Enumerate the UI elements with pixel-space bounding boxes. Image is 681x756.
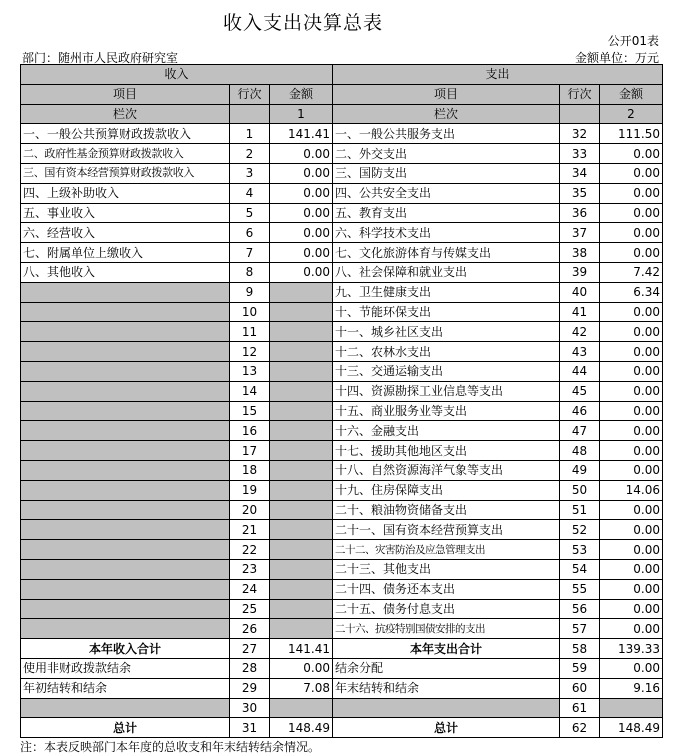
expense-item-header: 项目 bbox=[333, 84, 560, 104]
expense-item-cell: 十二、农林水支出 bbox=[333, 342, 560, 362]
expense-amount-cell: 0.00 bbox=[600, 322, 663, 342]
expense-item-cell: 一、一般公共服务支出 bbox=[333, 124, 560, 144]
expense-row-no-cell: 38 bbox=[560, 243, 600, 263]
expense-amount-cell: 0.00 bbox=[600, 223, 663, 243]
expense-item-cell: 二十三、其他支出 bbox=[333, 559, 560, 579]
expense-amount-cell: 0.00 bbox=[600, 421, 663, 441]
income-item-cell bbox=[21, 500, 230, 520]
income-amount-cell bbox=[270, 421, 333, 441]
table-row bbox=[21, 243, 663, 263]
income-column-index-blank bbox=[230, 104, 270, 124]
amount-unit-label: 金额单位：万元 bbox=[574, 51, 659, 65]
income-row-no-cell: 1 bbox=[230, 124, 270, 144]
expense-section-header: 支出 bbox=[333, 65, 663, 85]
expense-row-no-cell: 46 bbox=[560, 401, 600, 421]
income-amount-cell bbox=[270, 579, 333, 599]
income-row-no-cell: 12 bbox=[230, 342, 270, 362]
income-item-cell bbox=[21, 559, 230, 579]
table-row bbox=[21, 262, 663, 282]
expense-amount-cell: 148.49 bbox=[600, 718, 663, 738]
expense-item-cell: 二、外交支出 bbox=[333, 144, 560, 164]
income-amount-cell: 0.00 bbox=[270, 243, 333, 263]
income-amount-cell bbox=[270, 559, 333, 579]
column-header-row bbox=[21, 84, 663, 104]
expense-amount-cell: 0.00 bbox=[600, 520, 663, 540]
expense-amount-cell: 6.34 bbox=[600, 282, 663, 302]
table-row bbox=[21, 678, 663, 698]
expense-row-no-cell: 40 bbox=[560, 282, 600, 302]
expense-row-no-cell: 57 bbox=[560, 619, 600, 639]
expense-amount-cell: 0.00 bbox=[600, 361, 663, 381]
income-row-no-cell: 18 bbox=[230, 460, 270, 480]
table-row bbox=[21, 401, 663, 421]
income-amount-cell: 0.00 bbox=[270, 144, 333, 164]
expense-row-no-cell: 39 bbox=[560, 262, 600, 282]
income-row-no-cell: 10 bbox=[230, 302, 270, 322]
expense-item-cell: 五、教育支出 bbox=[333, 203, 560, 223]
income-item-cell: 六、经营收入 bbox=[21, 223, 230, 243]
expense-amount-cell: 139.33 bbox=[600, 639, 663, 659]
income-amount-cell: 141.41 bbox=[270, 639, 333, 659]
expense-amount-cell: 7.42 bbox=[600, 262, 663, 282]
income-item-cell: 五、事业收入 bbox=[21, 203, 230, 223]
table-row bbox=[21, 619, 663, 639]
table-row bbox=[21, 144, 663, 164]
income-amount-cell: 0.00 bbox=[270, 262, 333, 282]
section-header-row bbox=[21, 65, 663, 85]
table-row bbox=[21, 579, 663, 599]
income-item-cell: 本年收入合计 bbox=[21, 639, 230, 659]
income-item-cell bbox=[21, 579, 230, 599]
table-row bbox=[21, 698, 663, 718]
expense-row-no-cell: 32 bbox=[560, 124, 600, 144]
expense-row-no-cell: 43 bbox=[560, 342, 600, 362]
expense-row-no-cell: 55 bbox=[560, 579, 600, 599]
table-row bbox=[21, 540, 663, 560]
income-row-no-cell: 22 bbox=[230, 540, 270, 560]
expense-row-no-cell: 61 bbox=[560, 698, 600, 718]
income-column-index-label: 栏次 bbox=[21, 104, 230, 124]
expense-amount-cell: 0.00 bbox=[600, 203, 663, 223]
expense-item-cell: 十六、金融支出 bbox=[333, 421, 560, 441]
table-row bbox=[21, 282, 663, 302]
expense-item-cell: 十、节能环保支出 bbox=[333, 302, 560, 322]
expense-item-cell: 本年支出合计 bbox=[333, 639, 560, 659]
expense-item-cell: 十九、住房保障支出 bbox=[333, 480, 560, 500]
expense-amount-cell: 0.00 bbox=[600, 579, 663, 599]
income-row-no-cell: 13 bbox=[230, 361, 270, 381]
income-amount-cell: 0.00 bbox=[270, 163, 333, 183]
income-row-no-cell: 29 bbox=[230, 678, 270, 698]
expense-amount-cell: 0.00 bbox=[600, 302, 663, 322]
expense-item-cell: 八、社会保障和就业支出 bbox=[333, 262, 560, 282]
expense-column-index: 2 bbox=[600, 104, 663, 124]
income-item-cell: 总计 bbox=[21, 718, 230, 738]
expense-item-cell: 总计 bbox=[333, 718, 560, 738]
income-amount-cell bbox=[270, 302, 333, 322]
form-number: 公开01表 bbox=[607, 34, 659, 48]
expense-row-no-cell: 37 bbox=[560, 223, 600, 243]
expense-row-no-cell: 36 bbox=[560, 203, 600, 223]
income-item-cell bbox=[21, 619, 230, 639]
expense-row-no-cell: 34 bbox=[560, 163, 600, 183]
expense-row-no-cell: 60 bbox=[560, 678, 600, 698]
expense-row-no-cell: 50 bbox=[560, 480, 600, 500]
income-item-cell: 使用非财政拨款结余 bbox=[21, 658, 230, 678]
expense-item-cell: 四、公共安全支出 bbox=[333, 183, 560, 203]
income-row-no-cell: 31 bbox=[230, 718, 270, 738]
table-row bbox=[21, 322, 663, 342]
income-amount-cell: 0.00 bbox=[270, 223, 333, 243]
table-row bbox=[21, 441, 663, 461]
expense-item-cell: 二十五、债务付息支出 bbox=[333, 599, 560, 619]
income-row-no-cell: 9 bbox=[230, 282, 270, 302]
income-row-no-cell: 5 bbox=[230, 203, 270, 223]
expense-item-cell: 二十六、抗疫特别国债安排的支出 bbox=[333, 619, 560, 639]
table-row bbox=[21, 559, 663, 579]
income-amount-cell bbox=[270, 401, 333, 421]
expense-amount-cell: 0.00 bbox=[600, 460, 663, 480]
expense-amount-cell: 0.00 bbox=[600, 559, 663, 579]
income-item-cell bbox=[21, 322, 230, 342]
income-amount-cell bbox=[270, 480, 333, 500]
expense-amount-cell: 9.16 bbox=[600, 678, 663, 698]
expense-column-index-label: 栏次 bbox=[333, 104, 560, 124]
expense-amount-cell: 0.00 bbox=[600, 619, 663, 639]
income-item-cell: 四、上级补助收入 bbox=[21, 183, 230, 203]
income-amount-cell: 148.49 bbox=[270, 718, 333, 738]
expense-item-cell bbox=[333, 698, 560, 718]
expense-item-cell: 十四、资源勘探工业信息等支出 bbox=[333, 381, 560, 401]
expense-amount-cell: 0.00 bbox=[600, 381, 663, 401]
expense-item-cell: 十八、自然资源海洋气象等支出 bbox=[333, 460, 560, 480]
expense-amount-cell: 14.06 bbox=[600, 480, 663, 500]
income-row-no-cell: 7 bbox=[230, 243, 270, 263]
income-amount-cell bbox=[270, 322, 333, 342]
expense-item-cell: 结余分配 bbox=[333, 658, 560, 678]
expense-row-no-cell: 35 bbox=[560, 183, 600, 203]
income-row-no-cell: 27 bbox=[230, 639, 270, 659]
expense-amount-cell: 0.00 bbox=[600, 540, 663, 560]
income-item-cell bbox=[21, 540, 230, 560]
income-row-no-cell: 17 bbox=[230, 441, 270, 461]
expense-item-cell: 二十二、灾害防治及应急管理支出 bbox=[333, 540, 560, 560]
expense-row-no-cell: 41 bbox=[560, 302, 600, 322]
income-row-no-cell: 26 bbox=[230, 619, 270, 639]
income-row-no-cell: 3 bbox=[230, 163, 270, 183]
income-row-no-cell: 28 bbox=[230, 658, 270, 678]
income-amount-cell bbox=[270, 619, 333, 639]
expense-item-cell: 年末结转和结余 bbox=[333, 678, 560, 698]
expense-item-cell: 九、卫生健康支出 bbox=[333, 282, 560, 302]
expense-item-cell: 七、文化旅游体育与传媒支出 bbox=[333, 243, 560, 263]
expense-row-no-cell: 62 bbox=[560, 718, 600, 738]
income-row-no-cell: 21 bbox=[230, 520, 270, 540]
table-row bbox=[21, 421, 663, 441]
income-item-cell bbox=[21, 698, 230, 718]
income-item-cell bbox=[21, 342, 230, 362]
expense-item-cell: 十一、城乡社区支出 bbox=[333, 322, 560, 342]
expense-row-no-cell: 44 bbox=[560, 361, 600, 381]
expense-row-no-cell: 47 bbox=[560, 421, 600, 441]
income-item-cell bbox=[21, 480, 230, 500]
income-item-cell bbox=[21, 381, 230, 401]
table-row bbox=[21, 183, 663, 203]
expense-row-no-header: 行次 bbox=[560, 84, 600, 104]
income-row-no-cell: 20 bbox=[230, 500, 270, 520]
income-amount-cell: 7.08 bbox=[270, 678, 333, 698]
income-item-cell bbox=[21, 302, 230, 322]
income-amount-cell bbox=[270, 500, 333, 520]
table-row bbox=[21, 658, 663, 678]
expense-amount-cell: 0.00 bbox=[600, 500, 663, 520]
footnote: 注：本表反映部门本年度的总收支和年末结转结余情况。 bbox=[20, 740, 321, 754]
income-item-cell: 年初结转和结余 bbox=[21, 678, 230, 698]
income-row-no-cell: 23 bbox=[230, 559, 270, 579]
income-item-cell bbox=[21, 361, 230, 381]
expense-amount-cell: 0.00 bbox=[600, 441, 663, 461]
expense-amount-cell: 0.00 bbox=[600, 658, 663, 678]
income-item-cell: 一、一般公共预算财政拨款收入 bbox=[21, 124, 230, 144]
income-amount-cell bbox=[270, 599, 333, 619]
income-row-no-header: 行次 bbox=[230, 84, 270, 104]
income-item-cell bbox=[21, 460, 230, 480]
column-index-row bbox=[21, 104, 663, 124]
income-row-no-cell: 4 bbox=[230, 183, 270, 203]
income-item-cell bbox=[21, 282, 230, 302]
income-amount-cell bbox=[270, 282, 333, 302]
income-amount-cell bbox=[270, 342, 333, 362]
table-row bbox=[21, 718, 663, 738]
expense-row-no-cell: 56 bbox=[560, 599, 600, 619]
page-title: 收入支出决算总表 bbox=[222, 12, 383, 34]
expense-item-cell: 十三、交通运输支出 bbox=[333, 361, 560, 381]
table-row bbox=[21, 361, 663, 381]
table-row bbox=[21, 302, 663, 322]
expense-item-cell: 十七、援助其他地区支出 bbox=[333, 441, 560, 461]
table-row bbox=[21, 342, 663, 362]
expense-amount-cell: 0.00 bbox=[600, 342, 663, 362]
income-column-index: 1 bbox=[270, 104, 333, 124]
table-row bbox=[21, 500, 663, 520]
income-amount-cell: 141.41 bbox=[270, 124, 333, 144]
income-item-cell bbox=[21, 401, 230, 421]
expense-item-cell: 二十四、债务还本支出 bbox=[333, 579, 560, 599]
income-amount-cell bbox=[270, 698, 333, 718]
expense-row-no-cell: 58 bbox=[560, 639, 600, 659]
table-row bbox=[21, 381, 663, 401]
table-row bbox=[21, 223, 663, 243]
income-item-cell: 二、政府性基金预算财政拨款收入 bbox=[21, 144, 230, 164]
income-item-header: 项目 bbox=[21, 84, 230, 104]
expense-row-no-cell: 54 bbox=[560, 559, 600, 579]
table-row bbox=[21, 480, 663, 500]
income-item-cell bbox=[21, 520, 230, 540]
expense-item-cell: 二十、粮油物资储备支出 bbox=[333, 500, 560, 520]
department-label: 部门：随州市人民政府研究室 bbox=[22, 51, 179, 65]
income-row-no-cell: 30 bbox=[230, 698, 270, 718]
income-amount-cell bbox=[270, 441, 333, 461]
income-row-no-cell: 11 bbox=[230, 322, 270, 342]
income-item-cell: 八、其他收入 bbox=[21, 262, 230, 282]
income-row-no-cell: 15 bbox=[230, 401, 270, 421]
expense-amount-cell: 0.00 bbox=[600, 183, 663, 203]
expense-row-no-cell: 49 bbox=[560, 460, 600, 480]
table-row bbox=[21, 460, 663, 480]
income-amount-header: 金额 bbox=[270, 84, 333, 104]
income-amount-cell bbox=[270, 520, 333, 540]
income-row-no-cell: 24 bbox=[230, 579, 270, 599]
income-amount-cell bbox=[270, 460, 333, 480]
expense-column-index-blank bbox=[560, 104, 600, 124]
income-section-header: 收入 bbox=[21, 65, 333, 85]
table-row bbox=[21, 124, 663, 144]
expense-row-no-cell: 48 bbox=[560, 441, 600, 461]
income-item-cell: 七、附属单位上缴收入 bbox=[21, 243, 230, 263]
expense-item-cell: 二十一、国有资本经营预算支出 bbox=[333, 520, 560, 540]
income-row-no-cell: 25 bbox=[230, 599, 270, 619]
income-item-cell bbox=[21, 441, 230, 461]
expense-item-cell: 十五、商业服务业等支出 bbox=[333, 401, 560, 421]
income-row-no-cell: 6 bbox=[230, 223, 270, 243]
expense-amount-header: 金额 bbox=[600, 84, 663, 104]
expense-item-cell: 三、国防支出 bbox=[333, 163, 560, 183]
expense-row-no-cell: 33 bbox=[560, 144, 600, 164]
table-row bbox=[21, 599, 663, 619]
expense-amount-cell: 0.00 bbox=[600, 163, 663, 183]
expense-row-no-cell: 42 bbox=[560, 322, 600, 342]
income-row-no-cell: 14 bbox=[230, 381, 270, 401]
income-item-cell: 三、国有资本经营预算财政拨款收入 bbox=[21, 163, 230, 183]
expense-row-no-cell: 53 bbox=[560, 540, 600, 560]
expense-row-no-cell: 45 bbox=[560, 381, 600, 401]
income-expense-table bbox=[20, 64, 663, 738]
expense-amount-cell: 0.00 bbox=[600, 401, 663, 421]
income-item-cell bbox=[21, 599, 230, 619]
expense-row-no-cell: 52 bbox=[560, 520, 600, 540]
income-row-no-cell: 2 bbox=[230, 144, 270, 164]
expense-amount-cell: 0.00 bbox=[600, 599, 663, 619]
table-row bbox=[21, 520, 663, 540]
income-amount-cell: 0.00 bbox=[270, 203, 333, 223]
expense-item-cell: 六、科学技术支出 bbox=[333, 223, 560, 243]
income-row-no-cell: 8 bbox=[230, 262, 270, 282]
income-item-cell bbox=[21, 421, 230, 441]
income-amount-cell bbox=[270, 540, 333, 560]
income-row-no-cell: 16 bbox=[230, 421, 270, 441]
expense-amount-cell: 0.00 bbox=[600, 243, 663, 263]
expense-row-no-cell: 51 bbox=[560, 500, 600, 520]
table-row bbox=[21, 163, 663, 183]
income-amount-cell bbox=[270, 381, 333, 401]
income-row-no-cell: 19 bbox=[230, 480, 270, 500]
expense-amount-cell bbox=[600, 698, 663, 718]
income-amount-cell bbox=[270, 361, 333, 381]
expense-row-no-cell: 59 bbox=[560, 658, 600, 678]
expense-amount-cell: 111.50 bbox=[600, 124, 663, 144]
expense-amount-cell: 0.00 bbox=[600, 144, 663, 164]
table-row bbox=[21, 639, 663, 659]
income-amount-cell: 0.00 bbox=[270, 658, 333, 678]
income-amount-cell: 0.00 bbox=[270, 183, 333, 203]
table-row bbox=[21, 203, 663, 223]
